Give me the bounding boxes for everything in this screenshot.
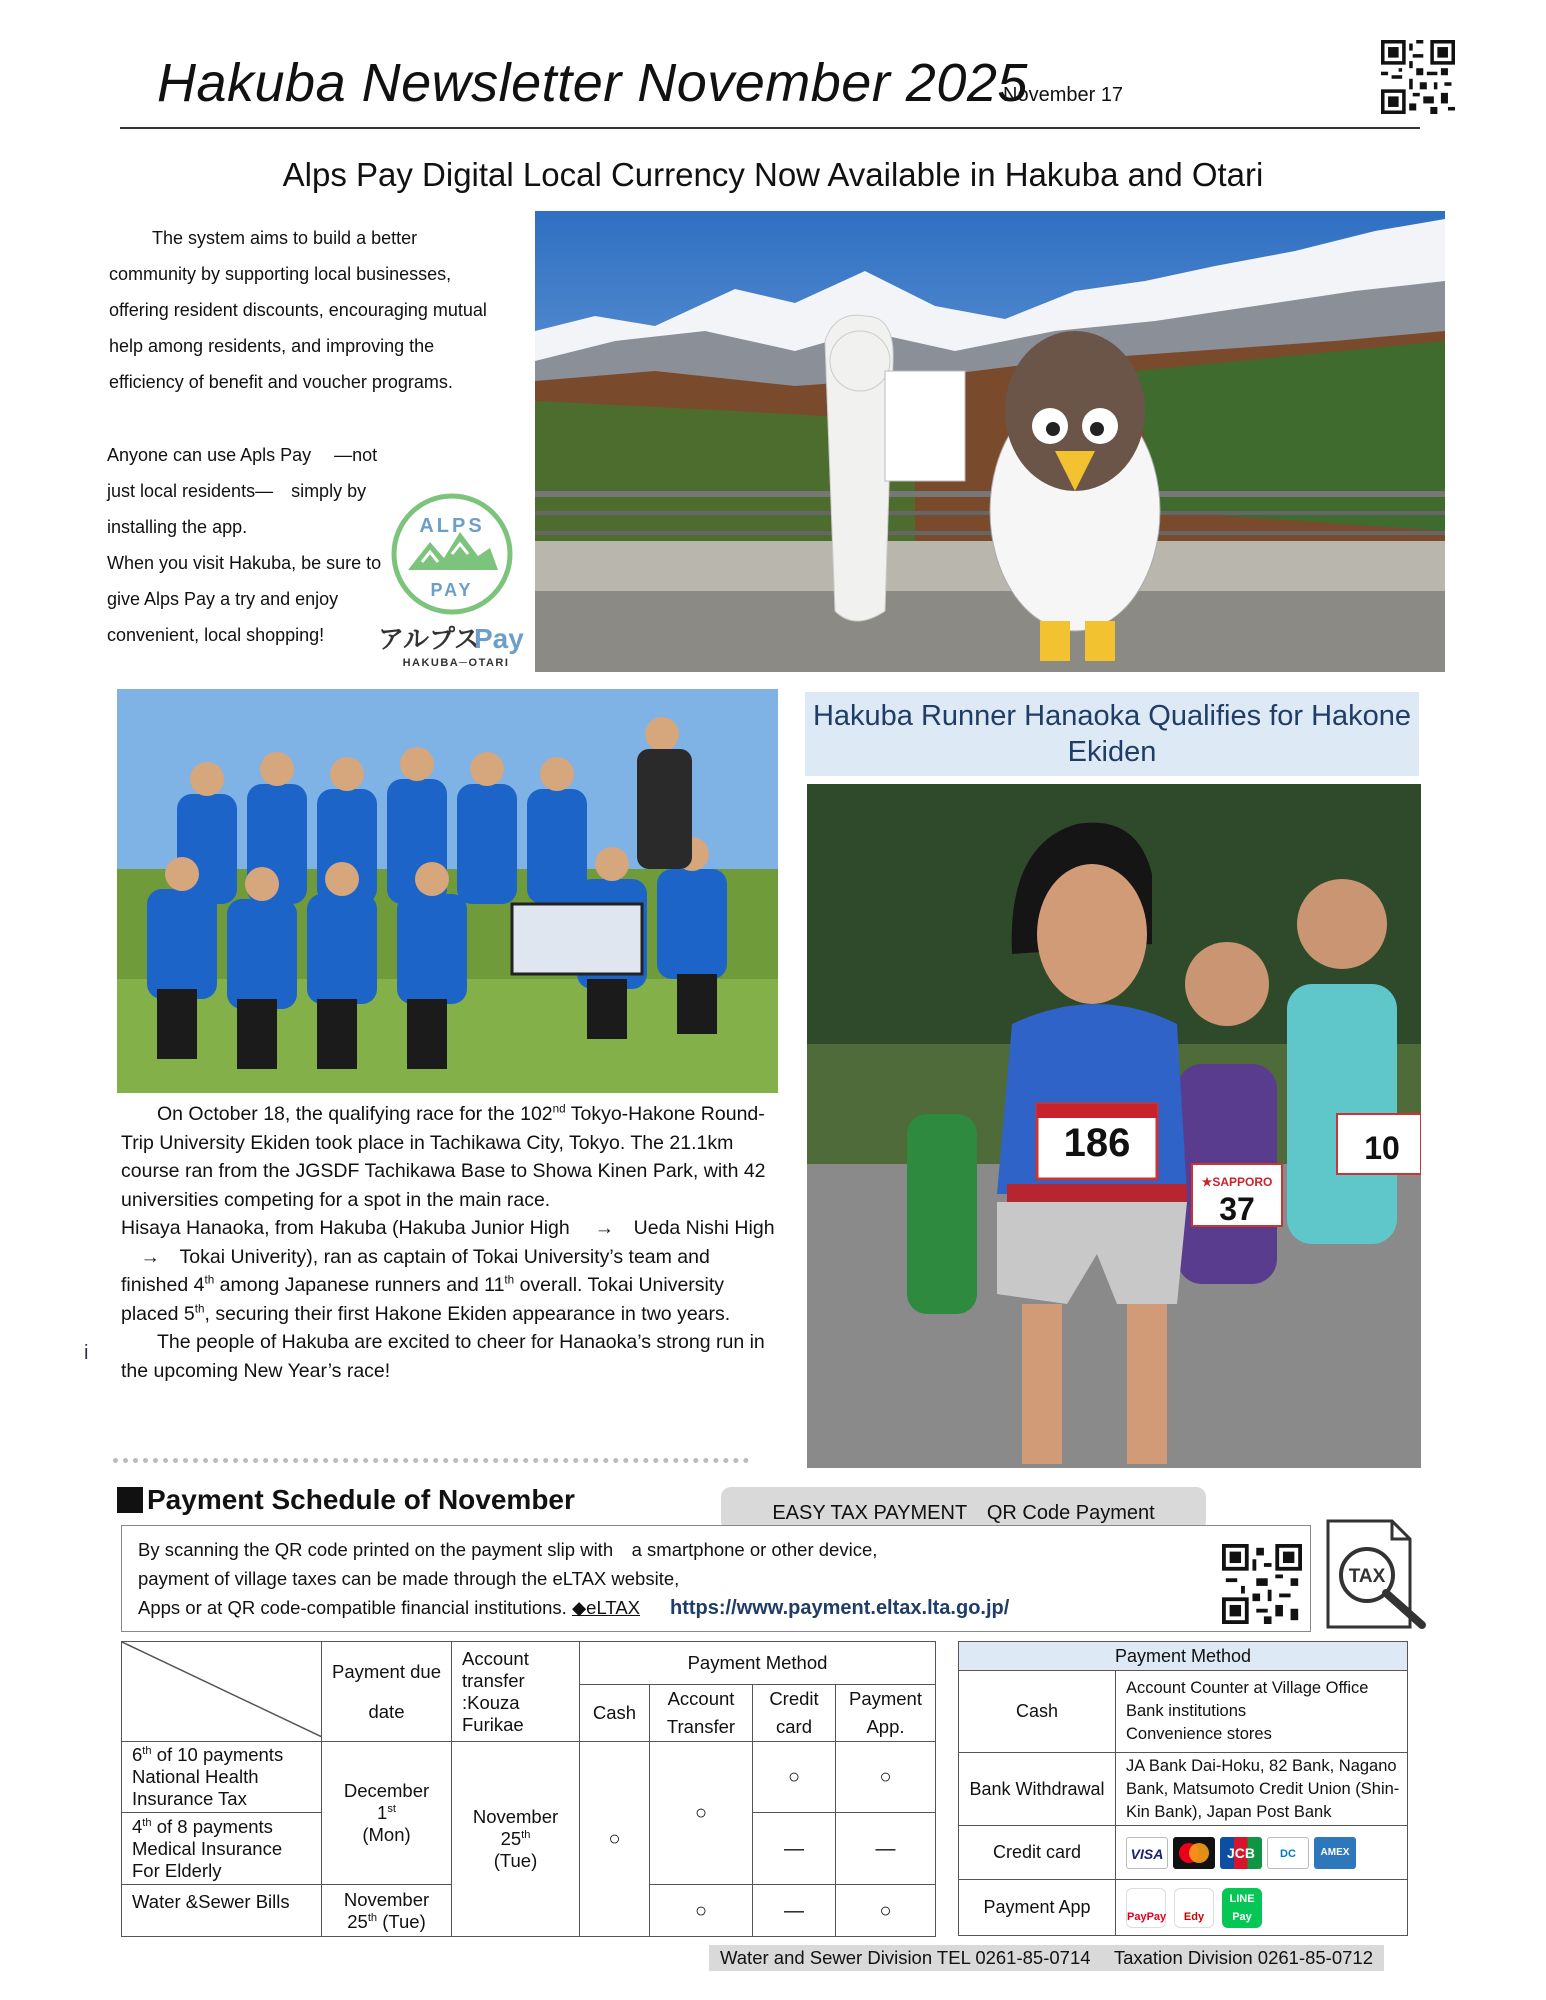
app-dash-1: — bbox=[836, 1813, 936, 1885]
header-payment-method: Payment Method bbox=[580, 1642, 936, 1685]
alps-paragraph-1: The system aims to build a better community by supporting local businesses, offering resident discounts, encouraging mutual help among residents, and improving the efficiency of benefit and voucher programs. bbox=[109, 228, 487, 392]
transfer-circle-1: ○ bbox=[650, 1742, 753, 1885]
table-corner-cell bbox=[122, 1642, 322, 1742]
payment-app-logos bbox=[1116, 1880, 1408, 1936]
team-group-photo bbox=[117, 689, 778, 1093]
account-transfer-date: November 25th (Tue) bbox=[452, 1742, 580, 1937]
contact-footer: Water and Sewer Division TEL 0261-85-0714 Taxation Division 0261-85-0712 bbox=[709, 1945, 1384, 1971]
newsletter-title: Hakuba Newsletter November 2025 bbox=[157, 53, 1028, 113]
method-bank-label: Bank Withdrawal bbox=[959, 1753, 1116, 1826]
payment-schedule-table bbox=[121, 1641, 936, 1937]
credit-circle-1: ○ bbox=[753, 1742, 836, 1813]
alps-pay-logo bbox=[372, 492, 532, 674]
logo-top-text: ALPS bbox=[419, 515, 485, 537]
credit-card-logos bbox=[1116, 1826, 1408, 1880]
alps-paragraph-2 bbox=[107, 437, 402, 653]
logo-pay-text: Pay bbox=[474, 623, 524, 654]
qr-code-top[interactable] bbox=[1381, 40, 1455, 114]
app-circle-2: ○ bbox=[836, 1885, 936, 1937]
method-credit-label: Credit card bbox=[959, 1826, 1116, 1880]
method-cash-desc: Account Counter at Village Office Bank institutions Convenience stores bbox=[1116, 1671, 1408, 1753]
header-account-transfer: Account transfer :Kouza Furikae bbox=[452, 1642, 580, 1742]
credit-dash-1: — bbox=[753, 1813, 836, 1885]
header-divider bbox=[120, 127, 1420, 129]
eltax-link[interactable]: ◆eLTAX bbox=[571, 1597, 640, 1618]
bib-number-main: 186 bbox=[1063, 1121, 1131, 1165]
due-date-water: November 25th (Tue) bbox=[322, 1885, 452, 1937]
alps-paragraph-2-text: Anyone can use Apls Pay ―not just local residents― simply by installing the app. bbox=[107, 445, 378, 537]
tax-icon-label: TAX bbox=[1348, 1566, 1386, 1587]
mascots-mountain-photo bbox=[535, 211, 1445, 672]
due-date-december: December 1st (Mon) bbox=[322, 1742, 452, 1885]
black-square-icon bbox=[117, 1487, 143, 1513]
bib-number-third: 10 bbox=[1364, 1130, 1400, 1166]
visa-card-icon: VISA bbox=[1126, 1837, 1168, 1869]
logo-bottom-text: PAY bbox=[430, 580, 474, 600]
header-account-transfer-method: Account Transfer bbox=[650, 1685, 753, 1742]
race-article bbox=[121, 1100, 781, 1385]
header-payment-app: Payment App. bbox=[836, 1685, 936, 1742]
race-paragraph-1: On October 18, the qualifying race for the 102nd Tokyo-Hakone Round-Trip University Ekiden took place in Tachikawa City, Tokyo. The 21.1km course ran from the JGSDF Tachikawa Base to Showa Kinen Park, with 42 universities competing for a spot in the main race. bbox=[121, 1102, 766, 1211]
bib-number-second: 37 bbox=[1219, 1191, 1255, 1227]
runner-race-photo bbox=[807, 784, 1421, 1468]
qr-code-eltax[interactable] bbox=[1222, 1544, 1302, 1624]
method-cash-label: Cash bbox=[959, 1671, 1116, 1753]
eltax-url-link[interactable]: https://www.payment.eltax.lta.go.jp/ bbox=[670, 1597, 1010, 1619]
method-app-label: Payment App bbox=[959, 1880, 1116, 1936]
hanaoka-heading: Hakuba Runner Hanaoka Qualifies for Hakone Ekiden bbox=[805, 692, 1419, 776]
row-medical-elderly: 4th of 8 payments Medical Insurance For Elderly bbox=[122, 1813, 322, 1885]
alps-pay-heading: Alps Pay Digital Local Currency Now Available in Hakuba and Otari bbox=[282, 156, 1264, 193]
race-paragraph-2: Hisaya Hanaoka, from Hakuba (Hakuba Junior High → Ueda Nishi High → Tokai Univerity), ran as captain of Tokai University’s team and finished 4th among Japanese runners and 11th overall. Tokai University placed 5th, securing their first Hakone Ekiden appearance in two years. bbox=[121, 1217, 775, 1325]
easy-tax-payment-tab: EASY TAX PAYMENT QR Code Payment bbox=[721, 1487, 1206, 1531]
line-pay-icon: LINE Pay bbox=[1222, 1888, 1262, 1928]
diners-club-icon: DC bbox=[1267, 1837, 1309, 1869]
method-bank-desc: JA Bank Dai-Hoku, 82 Bank, Nagano Bank, Matsumoto Credit Union (Shin-Kin Bank), Japan Post Bank bbox=[1116, 1753, 1408, 1826]
rakuten-edy-icon: Edy bbox=[1174, 1888, 1214, 1928]
row-national-health: 6th of 10 payments National Health Insurance Tax bbox=[122, 1742, 322, 1813]
tax-search-icon bbox=[1322, 1517, 1432, 1633]
paypay-icon: PayPay bbox=[1126, 1888, 1166, 1928]
alps-paragraph-3-text: When you visit Hakuba, be sure to give Alps Pay a try and enjoy convenient, local shopping! bbox=[107, 553, 382, 645]
race-paragraph-3: The people of Hakuba are excited to cheer for Hanaoka’s strong run in the upcoming New Year’s race! bbox=[121, 1331, 765, 1382]
issue-date: November 17 bbox=[1003, 84, 1124, 106]
qr-payment-text: By scanning the QR code printed on the payment slip with a smartphone or other device, payment of village taxes can be made through the eLTAX website, Apps or at QR code-compatible financial institutions. ◆eLTAX https://www.payment.eltax.lta.go.jp/ bbox=[138, 1539, 1010, 1619]
logo-sub-text: HAKUBA─OTARI bbox=[402, 657, 510, 669]
payment-schedule-heading: Payment Schedule of November bbox=[117, 1484, 575, 1516]
payment-method-table bbox=[958, 1641, 1408, 1936]
header-cash: Cash bbox=[580, 1685, 650, 1742]
alps-pay-logo-mark bbox=[372, 492, 532, 674]
credit-dash-2: — bbox=[753, 1885, 836, 1937]
method-table-header: Payment Method bbox=[959, 1642, 1408, 1671]
amex-card-icon: AMEX bbox=[1314, 1837, 1356, 1869]
header-due-date: Payment due date bbox=[322, 1642, 452, 1742]
bib-sponsor: ★SAPPORO bbox=[1201, 1175, 1273, 1189]
cash-circle: ○ bbox=[580, 1742, 650, 1937]
jcb-card-icon: JCB bbox=[1220, 1837, 1262, 1869]
app-circle-1: ○ bbox=[836, 1742, 936, 1813]
mastercard-icon bbox=[1173, 1837, 1215, 1869]
row-water-sewer: Water &Sewer Bills bbox=[122, 1885, 322, 1937]
header-credit-card: Credit card bbox=[753, 1685, 836, 1742]
dotted-divider bbox=[113, 1458, 749, 1463]
transfer-circle-2: ○ bbox=[650, 1885, 753, 1937]
stray-character: i bbox=[84, 1342, 89, 1364]
logo-jp-text: アルプス bbox=[378, 625, 480, 655]
